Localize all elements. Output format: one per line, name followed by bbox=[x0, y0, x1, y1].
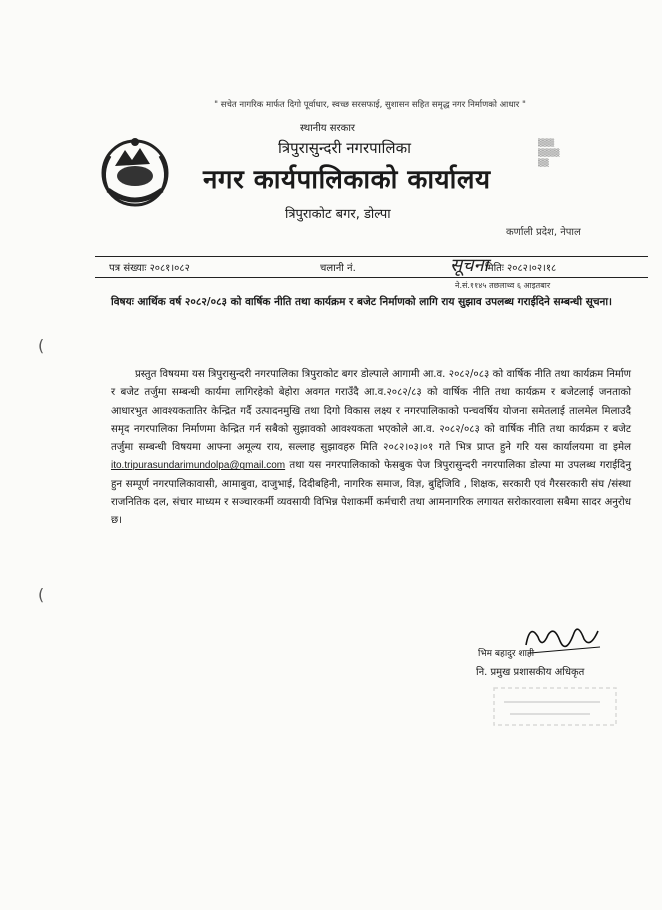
faded-office-stamp bbox=[490, 684, 620, 729]
margin-mark: ( bbox=[38, 585, 45, 604]
body-part-2: तथा यस नगरपालिकाको फेसबुक पेज त्रिपुरासुन्दरी नगरपालिका डोल्पा मा उपलब्ध गराईदिनु हुन सम्पूर्ण नगरपालिकावासी, आमाबुवा, दाजुभाई, दिदीबहिनी, नागरिक समाज, विज्ञ, बुद्दिजिवि , शिक्षक, सरकारी एवं गैरसरकारी संघ /संस्था राजनितिक दल, संचार माध्यम र सञ्चारकर्मी व्यवसायी विभिन्न पेशाकर्मी कर्मचारी तथा आमनागरिक लगायत सरोकारवाला सबैमा सादर अनुरोध छ। bbox=[111, 460, 631, 527]
municipality-name: त्रिपुरासुन्दरी नगरपालिका bbox=[278, 139, 412, 157]
email-link[interactable]: ito.tripurasundarimundolpa@gmail.com bbox=[111, 460, 286, 472]
nepal-sambat-date: ने.सं.११४५ तछलाथ्व ६ आइतबार bbox=[455, 281, 551, 290]
body-part-1: प्रस्तुत विषयमा यस त्रिपुरासुन्दरी नगरपालिका त्रिपुराकोट बगर डोल्पाले आगामी आ.व. २०८२/०८३ को वार्षिक नीति तथा कार्यक्रम निर्माण र बजेट तर्जुमा सम्बन्धी कार्यमा लागिरहेको बेहोरा अवगत गराउँदै आ.व.२०८२/८३ को वार्षिक नीति तथा कार्यक्रम र बजेटलाई जनताको आधारभुत आवश्यकतातिर केन्द्रित गर्दै उत्पादनमुखि तथा दिगो विकास लक्ष्य र नगरपालिकाको पन्चवर्षिय योजना समेतलाई तालमेल मिलाउदै समृद नगरपालिका निर्माणमा केन्द्रित गर्न सबैको सुझावको आवश्यकता भएकोले आ.व. २०८२/०८३ को वार्षिक नीति तथा कार्यक्रम र बजेट तर्जुमा सम्बन्धी विषयमा आफ्ना अमूल्य राय, सल्लाह सुझावहरु मिति २०८२।०३।०१ गते भित्र प्राप्त हुने गरि यस कार्यालयमा वा इमेल bbox=[111, 369, 631, 454]
province-label: कर्णाली प्रदेश, नेपाल bbox=[506, 227, 581, 238]
reference-row bbox=[95, 256, 648, 278]
faded-side-stamp: ▒▒▒ ▒▒▒▒ ▒▒ bbox=[538, 139, 560, 167]
notice-body bbox=[111, 366, 631, 531]
motto: " सचेत नागरिक मार्फत दिगो पूर्वाधार, स्वच्छ सरसफाई, सुशासन सहित समृद्ध नगर निर्माणको आधार " bbox=[214, 100, 526, 110]
margin-mark: ( bbox=[38, 336, 45, 355]
dispatch-handwritten-word: सूचना bbox=[450, 255, 489, 276]
signatory-name: भिम बहादुर शाही bbox=[478, 649, 535, 659]
local-government-label: स्थानीय सरकार bbox=[300, 123, 355, 134]
office-title: नगर कार्यपालिकाको कार्यालय bbox=[203, 165, 491, 195]
signatory-title: नि. प्रमुख प्रशासकीय अधिकृत bbox=[476, 667, 585, 678]
letter-date: मितिः २०८२।०२।१८ bbox=[485, 263, 557, 274]
subject-line: विषयः आर्थिक वर्ष २०८२/०८३ को वार्षिक नीति तथा कार्यक्रम र बजेट निर्माणको लागि राय सुझाव उपलब्ध गराईदिने सम्बन्धी सूचना। bbox=[111, 296, 613, 308]
nepal-emblem-icon bbox=[90, 128, 180, 218]
office-address: त्रिपुराकोट बगर, डोल्पा bbox=[285, 207, 391, 222]
dispatch-number-label: चलानी नं. bbox=[320, 263, 356, 274]
letter-number: पत्र संख्याः २०८१।०८२ bbox=[109, 263, 190, 274]
